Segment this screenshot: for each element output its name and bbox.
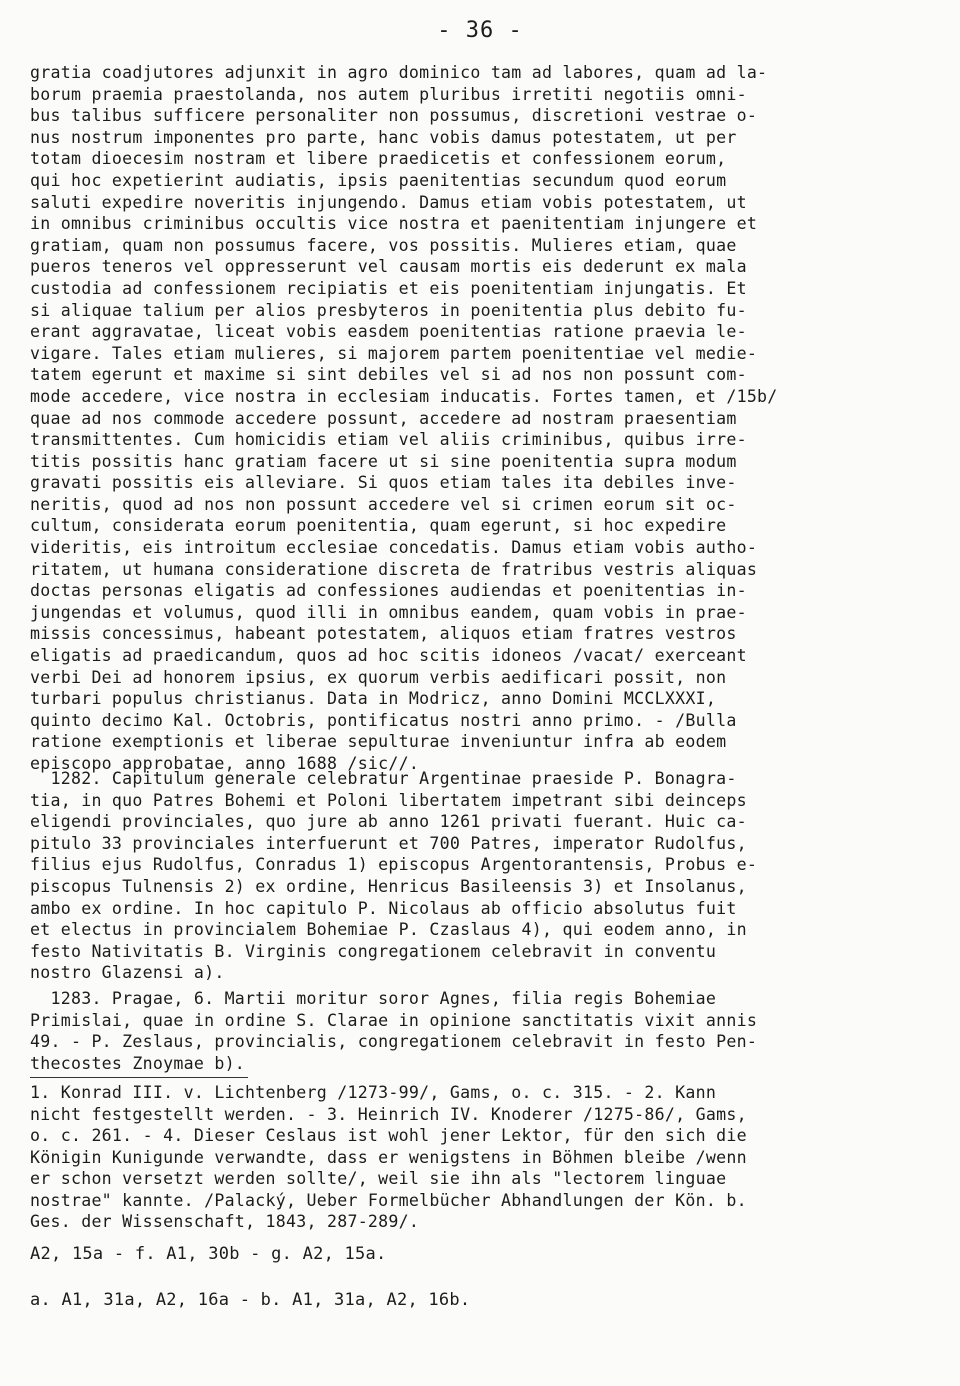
text-line: Primislai, quae in ordine S. Clarae in opinione sanctitatis vixit annis xyxy=(30,1010,758,1030)
siglum-line: a. A1, 31a, A2, 16a - b. A1, 31a, A2, 16b. xyxy=(30,1290,471,1310)
page-number: - 36 - xyxy=(437,18,523,43)
text-line: pitulo 33 provinciales interfuerunt et 700 Patres, imperator Rudolfus, xyxy=(30,833,747,853)
text-line: gratia coadjutores adjunxit in agro dominico tam ad labores, quam ad la- xyxy=(30,63,768,82)
text-line: jungendas et volumus, quod illi in omnibus eandem, quam vobis in prae- xyxy=(30,602,747,622)
text-line: nostro Glazensi a). xyxy=(30,963,225,983)
text-line: festo Nativitatis B. Virginis congregationem celebravit in conventu xyxy=(30,941,717,961)
text-line: gratiam, quam non possumus facere, vos possitis. Mulieres etiam, quae xyxy=(30,235,737,255)
text-line: transmittentes. Cum homicidis etiam vel aliis criminibus, quibus irre- xyxy=(30,430,747,450)
footnote-line: er schon versetzt werden sollte/, weil sie ihn als "lectorem linguae xyxy=(30,1169,727,1188)
text-line: missis concessimus, habeant potestatem, aliquos etiam fratres vestros xyxy=(30,624,737,644)
text-line: saluti expedire noveritis injungendo. Damus etiam vobis potestatem, ut xyxy=(30,192,747,212)
text-line: custodia ad confessionem recipiatis et eis poenitentiam injungatis. Et xyxy=(30,278,747,298)
text-line: bus talibus sufficere personaliter non possumus, discretioni vestrae o- xyxy=(30,106,758,126)
paragraph-1283 xyxy=(30,988,940,1074)
paragraph-1282 xyxy=(30,768,940,984)
text-line: ambo ex ordine. In hoc capitulo P. Nicolaus ab officio absolutus fuit xyxy=(30,898,737,918)
text-line: episcopo approbatae, anno 1688 /sic//. xyxy=(30,754,420,773)
text-line: et electus in provincialem Bohemiae P. Czaslaus 4), qui eodem anno, in xyxy=(30,920,747,940)
text-line: in omnibus criminibus occultis vice nostra et paenitentiam injungere et xyxy=(30,214,758,234)
text-line: neritis, quod ad nos non possunt accedere vel si crimen eorum sit oc- xyxy=(30,494,737,514)
text-line: gravati possitis eis alleviare. Si quos etiam tales ita debiles inve- xyxy=(30,473,737,493)
text-line: pueros teneros vel oppresserunt vel causam mortis eis dederunt ex mala xyxy=(30,257,747,277)
sigla-line-1 xyxy=(30,1240,940,1268)
footnote-line: nostrae" kannte. /Palacký, Ueber Formelbücher Abhandlungen der Kön. b. xyxy=(30,1190,747,1210)
siglum-line: A2, 15a - f. A1, 30b - g. A2, 15a. xyxy=(30,1244,387,1264)
text-line: tia, in quo Patres Bohemi et Poloni libertatem impetrant sibi deinceps xyxy=(30,790,747,810)
text-line: thecostes Znoymae b). xyxy=(30,1053,246,1073)
text-line: videritis, eis introitum ecclesiae concedatis. Damus etiam vobis autho- xyxy=(30,538,758,558)
text-line: filius ejus Rudolfus, Conradus 1) episcopus Argentorantensis, Probus e- xyxy=(30,855,758,875)
text-line: quinto decimo Kal. Octobris, pontificatus nostri anno primo. - /Bulla xyxy=(30,710,737,730)
text-line: cultum, considerata eorum poenitentia, quam egerunt, si hoc expedire xyxy=(30,516,727,536)
text-line: mode accedere, vice nostra in ecclesiam inducatis. Fortes tamen, et /15b/ xyxy=(30,386,778,406)
text-line: piscopus Tulnensis 2) ex ordine, Henricus Basileensis 3) et Insolanus, xyxy=(30,876,747,896)
text-line: verbi Dei ad honorem ipsius, ex quorum verbis aedificari possit, non xyxy=(30,667,727,687)
text-line: nus nostrum imponentes pro parte, hanc vobis damus potestatem, ut per xyxy=(30,127,737,147)
text-line: ratione exemptionis et liberae sepulturae inveniuntur infra ab eodem xyxy=(30,732,727,752)
text-line: qui hoc expetierint audiatis, ipsis paenitentias secundum quod eorum xyxy=(30,170,727,190)
text-line: si aliquae talium per alios presbyteros in poenitentia plus debito fu- xyxy=(30,300,747,320)
text-line: doctas personas eligatis ad confessiones audiendas et poenitentias in- xyxy=(30,581,747,601)
text-line: erant aggravatae, liceat vobis easdem poenitentias ratione praevia le- xyxy=(30,322,747,342)
text-line: 49. - P. Zeslaus, provincialis, congregationem celebravit in festo Pen- xyxy=(30,1032,758,1052)
footnote-line: Ges. der Wissenschaft, 1843, 287-289/. xyxy=(30,1212,420,1231)
text-line: 1283. Pragae, 6. Martii moritur soror Agnes, filia regis Bohemiae xyxy=(30,989,717,1008)
text-line: turbari populus christianus. Data in Modricz, anno Domini MCCLXXXI, xyxy=(30,689,717,709)
sigla-line-2 xyxy=(30,1286,940,1314)
footnote-line: 1. Konrad III. v. Lichtenberg /1273-99/, Gams, o. c. 315. - 2. Kann xyxy=(30,1083,717,1102)
text-line: titis possitis hanc gratiam facere ut si sine poenitentia supra modum xyxy=(30,451,737,471)
footnotes xyxy=(30,1082,940,1233)
text-line: ritatem, ut humana consideratione discreta de fratribus vestris aliquas xyxy=(30,559,758,579)
footnote-line: nicht festgestellt werden. - 3. Heinrich IV. Knoderer /1275-86/, Gams, xyxy=(30,1104,747,1124)
text-line: quae ad nos commode accedere possunt, accedere ad nostram praesentiam xyxy=(30,408,737,428)
text-line: tatem egerunt et maxime si sint debiles vel si ad nos non possunt com- xyxy=(30,365,747,385)
text-line: eligendi provinciales, quo jure ab anno 1261 privati fuerant. Huic ca- xyxy=(30,812,747,832)
text-line: vigare. Tales etiam mulieres, si majorem partem poenitentiae vel medie- xyxy=(30,343,758,363)
text-line: borum praemia praestolanda, nos autem pluribus irretiti negotiis omni- xyxy=(30,84,747,104)
paragraph-letter xyxy=(30,62,940,775)
footnote-line: o. c. 261. - 4. Dieser Ceslaus ist wohl jener Lektor, für den sich die xyxy=(30,1126,747,1145)
footnote-rule xyxy=(30,1077,248,1078)
text-line: eligatis ad praedicandum, quos ad hoc scitis idoneos /vacat/ exerceant xyxy=(30,646,747,666)
text-line: 1282. Capitulum generale celebratur Argentinae praeside P. Bonagra- xyxy=(30,769,737,788)
footnote-line: Königin Kunigunde verwandte, dass er wenigstens in Böhmen bleibe /wenn xyxy=(30,1147,747,1167)
text-line: totam dioecesim nostram et libere praedicetis et confessionem eorum, xyxy=(30,149,727,169)
